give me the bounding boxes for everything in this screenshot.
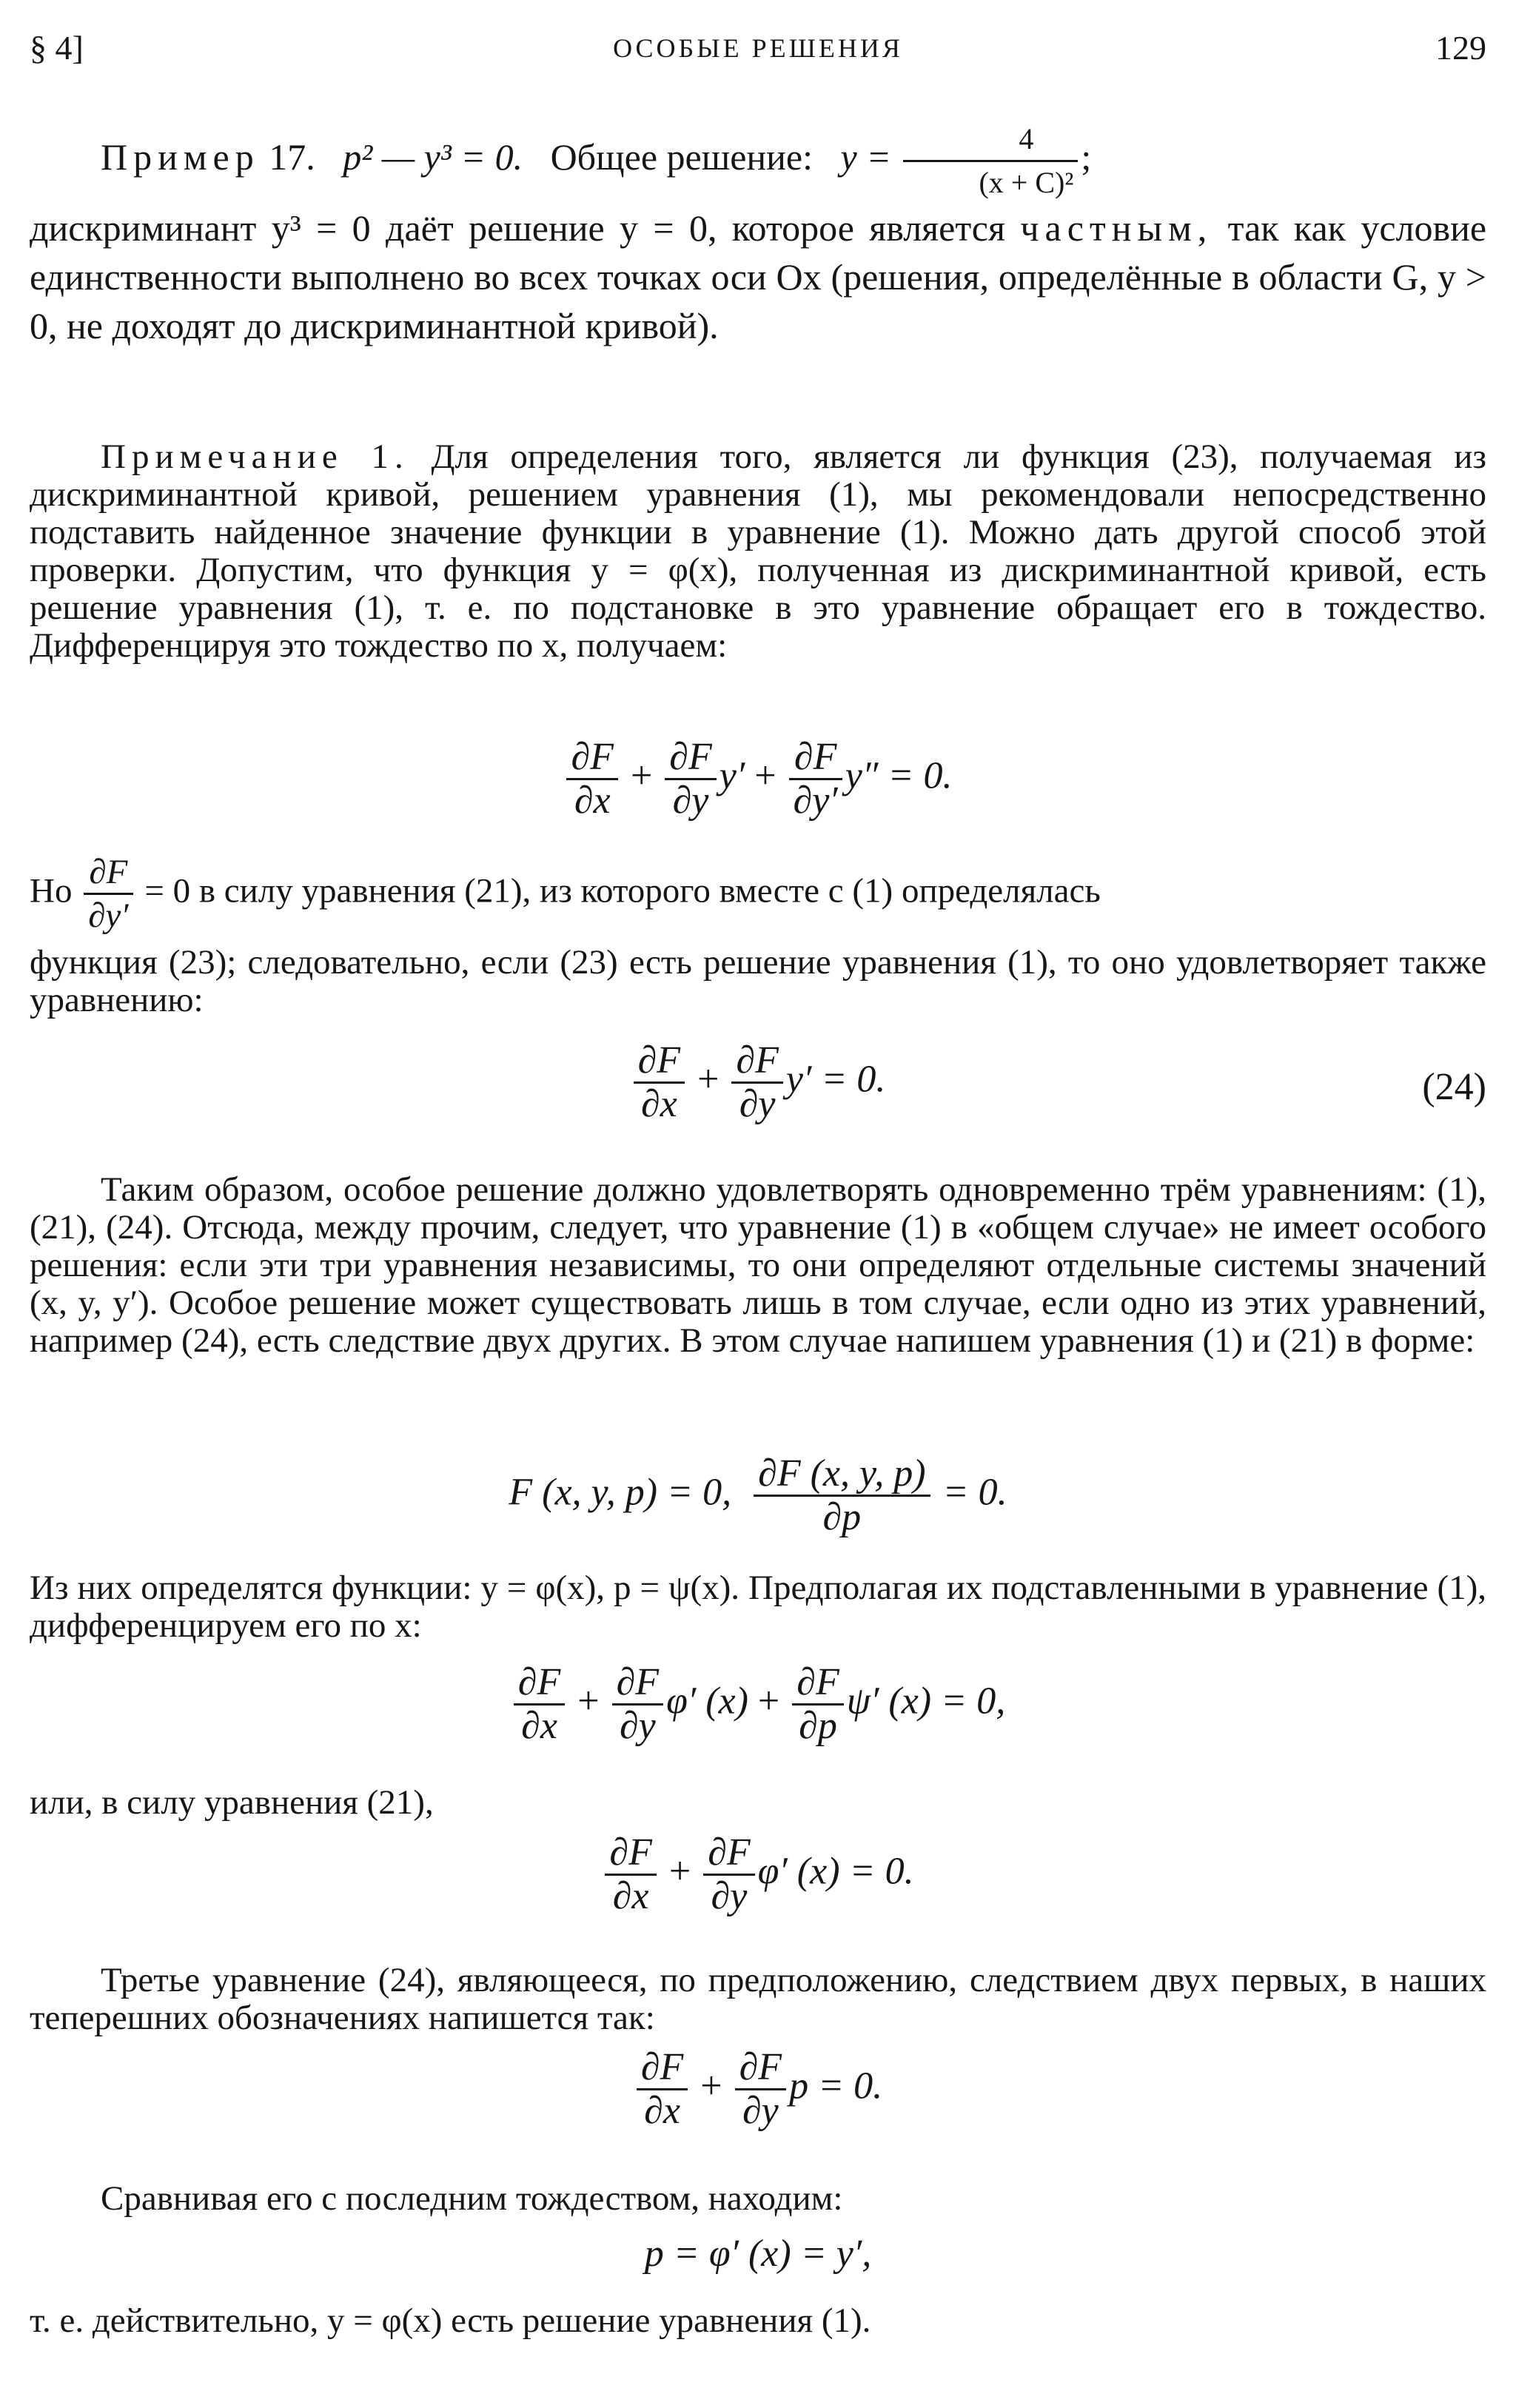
eq1-term-3: y″ = 0.: [845, 754, 953, 797]
equation-final: p = φ′ (x) = y′,: [644, 2233, 872, 2275]
form-den: ∂p: [822, 1496, 862, 1538]
diff-den-2: ∂y: [619, 1705, 656, 1747]
paragraph-5: Из них определятся функции: y = φ(x), p = ψ(x). Предполагая их подставленными в уравнение (1), дифференцируем его по x:: [30, 1569, 1486, 1645]
word-no: Но: [30, 871, 73, 910]
equation-identity: [30, 737, 1486, 822]
p-num-1: ∂F: [637, 2047, 688, 2090]
eq24-num-2: ∂F: [731, 1040, 782, 1084]
paragraph-4: Таким образом, особое решение должно удовлетворять одновременно трём уравнениям: (1), (21), (24). Отсюда, между прочим, следует, что уравнение (1) в «общем случае» не имеет особого решения: если эти три уравнения независимы, то они определяют отдельные системы значений (x, y, y′). Особое решение может существовать лишь в том случае, если одно из этих уравнений, например (24), есть следствие двух других. В этом случае напишем уравнения (1) и (21) в форме:: [30, 1170, 1486, 1360]
equation-form: [30, 1453, 1486, 1538]
phi-num-1: ∂F: [605, 1832, 656, 1876]
eq1-num-2: ∂F: [665, 737, 716, 780]
plus-sign: +: [757, 1680, 780, 1723]
equation-phi: [30, 1832, 1486, 1917]
example-17: [30, 118, 1486, 350]
partial-fraction: [84, 851, 133, 936]
plus-sign: +: [668, 1850, 691, 1893]
eq1-num-3: ∂F: [789, 737, 842, 780]
eq1-den-3: ∂y′: [793, 779, 838, 822]
p-den-2: ∂y: [742, 2090, 779, 2132]
form-rhs: = 0.: [942, 1471, 1007, 1514]
paragraph-no: [30, 851, 1486, 936]
plus-sign: +: [700, 2065, 722, 2107]
solution-lhs: y =: [840, 135, 891, 178]
solution-semicolon: ;: [1081, 135, 1092, 178]
eq24-den-1: ∂x: [640, 1083, 677, 1125]
plus-sign: +: [754, 754, 777, 797]
eq24-rest: y′ = 0.: [785, 1058, 886, 1101]
p-num-2: ∂F: [735, 2047, 786, 2090]
equation-24: [30, 1040, 1486, 1125]
diff-num-2: ∂F: [612, 1662, 663, 1706]
p-rest: p = 0.: [789, 2065, 883, 2107]
paragraph-9: т. е. действительно, y = φ(x) есть решение уравнения (1).: [30, 2301, 871, 2340]
equation-p: [30, 2047, 1486, 2132]
plus-sign: +: [630, 754, 653, 797]
example-text: дискриминант y³ = 0 даёт решение y = 0, которое является: [30, 207, 1005, 249]
p-den-1: ∂x: [644, 2090, 680, 2132]
diff-term-3: ψ′ (x) = 0,: [846, 1680, 1006, 1723]
section-number: § 4]: [30, 29, 84, 67]
remark-1: [30, 438, 1486, 665]
phi-den-1: ∂x: [612, 1875, 649, 1917]
eq1-den-1: ∂x: [574, 779, 611, 822]
solution-fraction: [903, 118, 1078, 204]
phi-num-2: ∂F: [703, 1832, 754, 1876]
form-lhs: F (x, y, p) = 0,: [509, 1471, 732, 1514]
fraction-numerator: 4: [903, 118, 1078, 162]
frac-num: ∂F: [84, 851, 133, 895]
equation-number: (24): [1422, 1066, 1486, 1108]
example-label: Пример: [101, 135, 260, 178]
no-text: = 0 в силу уравнения (21), из которого вместе с (1) определялась: [144, 871, 1101, 910]
emphasis-particular: частным,: [1020, 207, 1213, 249]
example-equation: p² — y³ = 0.: [343, 135, 523, 178]
paragraph-8: Сравнивая его с последним тождеством, находим:: [101, 2179, 843, 2218]
eq24-num-1: ∂F: [634, 1040, 685, 1084]
running-header: [30, 28, 1486, 73]
form-num: ∂F (x, y, p): [754, 1453, 930, 1497]
remark-text: Для определения того, является ли функция (23), получаемая из дискриминантной кривой, решением уравнения (1), мы рекомендовали непосредственно подставить найденное значение функции в уравнение (1). Можно дать другой способ этой проверки. Допустим, что функция y = φ(x), полученная из дискриминантной кривой, есть решение уравнения (1), т. е. по подстановке в это уравнение обращает его в тождество. Дифференцируя это тождество по x, получаем:: [30, 437, 1486, 665]
paragraph-7: Третье уравнение (24), являющееся, по предположению, следствием двух первых, в наших теперешних обозначениях напишется так:: [30, 1961, 1486, 2037]
eq24-den-2: ∂y: [739, 1083, 776, 1125]
paragraph-3: функция (23); следовательно, если (23) есть решение уравнения (1), то оно удовлетворяет также уравнению:: [30, 943, 1486, 1019]
example-number: 17.: [269, 135, 315, 178]
example-text-cont: так как условие единственности выполнено во всех точках оси Ox (решения, определённые в области G, y > 0, не доходят до дискриминантной кривой).: [30, 207, 1487, 346]
eq1-num-1: ∂F: [566, 737, 617, 780]
diff-num-1: ∂F: [514, 1662, 565, 1706]
diff-den-1: ∂x: [521, 1705, 557, 1747]
eq1-term-2: y′: [719, 754, 745, 797]
phi-den-2: ∂y: [711, 1875, 748, 1917]
general-solution-label: Общее решение:: [550, 135, 813, 178]
plus-sign: +: [577, 1680, 600, 1723]
diff-num-3: ∂F: [792, 1662, 843, 1706]
diff-den-3: ∂p: [799, 1705, 837, 1747]
phi-rest: φ′ (x) = 0.: [757, 1850, 914, 1893]
diff-term-2: φ′ (x): [666, 1680, 748, 1723]
chapter-title: ОСОБЫЕ РЕШЕНИЯ: [613, 33, 903, 63]
equation-diff: [30, 1662, 1486, 1747]
page-number: 129: [1435, 29, 1486, 67]
remark-label: Примечание 1.: [101, 437, 409, 476]
frac-den: ∂y′: [88, 896, 129, 935]
plus-sign: +: [697, 1058, 720, 1101]
paragraph-6: или, в силу уравнения (21),: [30, 1783, 434, 1822]
eq1-den-2: ∂y: [672, 779, 709, 822]
fraction-denominator: (x + C)²: [979, 166, 1074, 199]
